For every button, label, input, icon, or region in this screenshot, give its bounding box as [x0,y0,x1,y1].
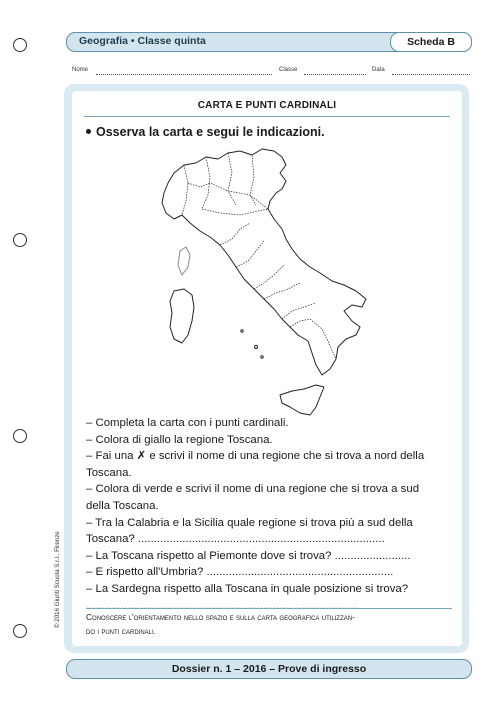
island-mark [255,346,258,349]
header-bar [66,32,472,52]
binder-hole-upper [13,233,27,247]
name-label: Nome [72,67,89,73]
instruction-text: Osserva la carta e segui le indicazioni. [96,125,325,139]
sardinia-outline [170,289,194,343]
task-line: – Colora di verde e scrivi il nome di una regione che si trova a sud [86,483,420,496]
title-divider [84,116,450,117]
objective-line: do i punti cardinali. [86,625,156,636]
answer-line[interactable]: – E rispetto all'Umbria? ........................................................... [86,566,394,579]
region-border [228,153,236,205]
sicily-outline [280,385,324,415]
binder-hole-bottom [13,624,27,638]
class-field[interactable] [304,67,366,75]
island-mark [261,356,263,358]
answer-line[interactable]: Toscana? .............................................................................. [86,533,385,546]
class-label: Classe [279,67,298,73]
region-border [254,265,284,289]
objective-divider [86,608,452,609]
student-info-row [72,67,472,79]
date-field[interactable] [392,67,470,75]
worksheet-instruction [86,125,325,139]
region-border [310,319,336,359]
worksheet-content [72,91,462,646]
region-border [188,183,268,209]
region-border [220,223,250,245]
italy-map[interactable] [140,143,380,443]
subject-label: Geografia • Classe quinta [79,35,206,47]
region-border [250,155,256,205]
binder-hole-lower [13,429,27,443]
task-line: – La Sardegna rispetto alla Toscana in quale posizione si trova? [86,582,409,595]
footer-bar: Dossier n. 1 – 2016 – Prove di ingresso [66,659,472,679]
sheet-label: Scheda B [390,32,472,52]
worksheet-title: CARTA E PUNTI CARDINALI [197,100,337,111]
objective-line: Conoscere l'orientamento nello spazio e sulla carta geografica utilizzan- [86,612,355,622]
learning-objective [86,611,456,638]
date-label: Data [372,67,385,73]
corsica-outline [178,247,190,275]
task-list [86,415,458,614]
task-line: – Tra la Calabria e la Sicilia quale regione si trova più a sud della [86,516,413,529]
name-field[interactable] [96,67,272,75]
task-line: della Toscana. [86,499,159,512]
binder-hole-top [13,38,27,52]
region-border [202,157,210,209]
task-line: – Completa la carta con i punti cardinali. [86,417,289,429]
answer-line[interactable]: – La Toscana rispetto al Piemonte dove si trova? ........................ [86,549,411,562]
region-border [236,241,264,267]
region-border [282,303,316,319]
region-border [290,319,310,327]
task-line: – Colora di giallo la regione Toscana. [86,433,273,446]
task-line: Toscana. [86,466,132,479]
copyright-credit: © 2016 Giunti Scuola S.r.l., Firenze [54,531,61,628]
region-border [264,283,300,299]
bullet-icon [86,129,91,134]
island-mark [241,330,243,332]
region-border [182,165,188,215]
region-border [202,209,268,215]
mainland-outline [162,149,366,375]
answer-line[interactable]: ...................................................................................... [86,599,359,612]
task-line: – Fai una ✗ e scrivi il nome di una regione che si trova a nord della [86,450,425,463]
